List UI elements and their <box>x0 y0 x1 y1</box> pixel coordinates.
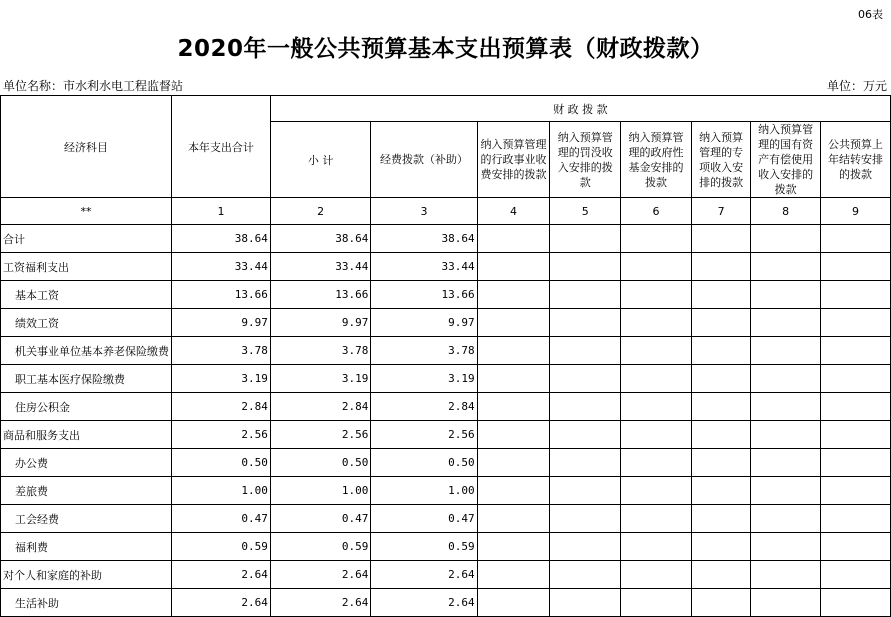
table-row <box>1 365 891 393</box>
header-subtotal: 小 计 <box>270 122 371 198</box>
row-empty-cell <box>550 225 621 253</box>
row-empty-cell <box>477 309 550 337</box>
row-empty-cell <box>550 477 621 505</box>
row-empty-cell <box>691 281 750 309</box>
row-subtotal: 1.00 <box>270 477 371 505</box>
row-empty-cell <box>821 505 891 533</box>
row-empty-cell <box>621 281 692 309</box>
row-empty-cell <box>821 561 891 589</box>
row-empty-cell <box>691 225 750 253</box>
row-empty-cell <box>751 533 821 561</box>
row-empty-cell <box>691 505 750 533</box>
row-name: 对个人和家庭的补助 <box>1 561 172 589</box>
row-funding: 38.64 <box>371 225 477 253</box>
row-empty-cell <box>691 589 750 617</box>
row-funding: 1.00 <box>371 477 477 505</box>
row-subtotal: 2.56 <box>270 421 371 449</box>
row-empty-cell <box>477 365 550 393</box>
index-cell: 7 <box>691 198 750 225</box>
row-total: 0.59 <box>172 533 271 561</box>
index-cell: 1 <box>172 198 271 225</box>
row-empty-cell <box>691 533 750 561</box>
row-empty-cell <box>821 449 891 477</box>
form-number: 06表 <box>858 8 883 21</box>
row-subtotal: 0.50 <box>270 449 371 477</box>
row-empty-cell <box>751 589 821 617</box>
row-empty-cell <box>550 589 621 617</box>
row-empty-cell <box>621 253 692 281</box>
index-cell: ** <box>1 198 172 225</box>
table-row <box>1 253 891 281</box>
row-empty-cell <box>751 365 821 393</box>
header-econ: 经济科目 <box>1 96 172 198</box>
row-total: 38.64 <box>172 225 271 253</box>
row-total: 0.50 <box>172 449 271 477</box>
index-cell: 3 <box>371 198 477 225</box>
row-empty-cell <box>621 533 692 561</box>
row-funding: 3.78 <box>371 337 477 365</box>
row-total: 33.44 <box>172 253 271 281</box>
row-name: 工资福利支出 <box>1 253 172 281</box>
table-row <box>1 225 891 253</box>
row-empty-cell <box>751 505 821 533</box>
row-name: 机关事业单位基本养老保险缴费 <box>1 337 172 365</box>
row-empty-cell <box>821 477 891 505</box>
row-empty-cell <box>691 449 750 477</box>
row-empty-cell <box>821 253 891 281</box>
row-subtotal: 0.59 <box>270 533 371 561</box>
row-empty-cell <box>477 253 550 281</box>
row-empty-cell <box>477 561 550 589</box>
row-empty-cell <box>751 393 821 421</box>
unit-name: 单位名称：市水利水电工程监督站 <box>3 79 184 93</box>
index-cell: 9 <box>821 198 891 225</box>
row-subtotal: 3.19 <box>270 365 371 393</box>
row-empty-cell <box>751 449 821 477</box>
row-empty-cell <box>477 449 550 477</box>
row-total: 3.78 <box>172 337 271 365</box>
table-row <box>1 393 891 421</box>
row-empty-cell <box>621 589 692 617</box>
row-empty-cell <box>751 225 821 253</box>
row-name: 福利费 <box>1 533 172 561</box>
header-total: 本年支出合计 <box>172 96 271 198</box>
row-empty-cell <box>691 337 750 365</box>
row-empty-cell <box>550 561 621 589</box>
row-total: 2.84 <box>172 393 271 421</box>
row-empty-cell <box>821 421 891 449</box>
row-empty-cell <box>821 225 891 253</box>
row-empty-cell <box>621 365 692 393</box>
row-total: 2.56 <box>172 421 271 449</box>
row-empty-cell <box>477 589 550 617</box>
row-empty-cell <box>821 337 891 365</box>
row-funding: 9.97 <box>371 309 477 337</box>
table-row <box>1 309 891 337</box>
row-empty-cell <box>550 309 621 337</box>
row-empty-cell <box>621 393 692 421</box>
row-empty-cell <box>621 225 692 253</box>
row-empty-cell <box>691 393 750 421</box>
row-empty-cell <box>751 309 821 337</box>
row-empty-cell <box>621 421 692 449</box>
row-empty-cell <box>550 393 621 421</box>
row-empty-cell <box>477 505 550 533</box>
row-empty-cell <box>621 309 692 337</box>
row-empty-cell <box>550 365 621 393</box>
row-funding: 0.47 <box>371 505 477 533</box>
header-state-asset: 纳入预算管理的国有资产有偿使用收入安排的拨款 <box>751 122 821 198</box>
row-empty-cell <box>691 253 750 281</box>
table-row <box>1 337 891 365</box>
row-subtotal: 3.78 <box>270 337 371 365</box>
row-name: 商品和服务支出 <box>1 421 172 449</box>
row-empty-cell <box>691 309 750 337</box>
row-empty-cell <box>621 449 692 477</box>
row-empty-cell <box>751 561 821 589</box>
header-special: 纳入预算管理的专项收入安排的拨款 <box>691 122 750 198</box>
row-empty-cell <box>691 561 750 589</box>
table-row <box>1 421 891 449</box>
header-funding: 经费拨款（补助） <box>371 122 477 198</box>
row-empty-cell <box>621 505 692 533</box>
row-funding: 2.64 <box>371 589 477 617</box>
row-empty-cell <box>477 225 550 253</box>
header-carryover: 公共预算上年结转安排的拨款 <box>821 122 891 198</box>
row-empty-cell <box>550 421 621 449</box>
row-name: 职工基本医疗保险缴费 <box>1 365 172 393</box>
table-row <box>1 533 891 561</box>
budget-table <box>0 95 891 617</box>
row-total: 2.64 <box>172 561 271 589</box>
row-empty-cell <box>821 393 891 421</box>
index-row <box>1 198 891 225</box>
row-subtotal: 2.84 <box>270 393 371 421</box>
row-total: 0.47 <box>172 505 271 533</box>
row-funding: 33.44 <box>371 253 477 281</box>
row-name: 差旅费 <box>1 477 172 505</box>
row-empty-cell <box>751 337 821 365</box>
index-cell: 8 <box>751 198 821 225</box>
table-row <box>1 477 891 505</box>
row-subtotal: 33.44 <box>270 253 371 281</box>
row-name: 办公费 <box>1 449 172 477</box>
row-name: 绩效工资 <box>1 309 172 337</box>
row-subtotal: 2.64 <box>270 589 371 617</box>
row-total: 3.19 <box>172 365 271 393</box>
row-empty-cell <box>751 253 821 281</box>
row-empty-cell <box>751 477 821 505</box>
row-total: 9.97 <box>172 309 271 337</box>
row-funding: 2.56 <box>371 421 477 449</box>
row-total: 13.66 <box>172 281 271 309</box>
row-empty-cell <box>621 561 692 589</box>
row-subtotal: 2.64 <box>270 561 371 589</box>
index-cell: 6 <box>621 198 692 225</box>
row-empty-cell <box>821 309 891 337</box>
row-funding: 13.66 <box>371 281 477 309</box>
row-empty-cell <box>477 281 550 309</box>
table-row <box>1 281 891 309</box>
row-empty-cell <box>477 393 550 421</box>
header-admin-fee: 纳入预算管理的行政事业收费安排的拨款 <box>477 122 550 198</box>
row-empty-cell <box>821 533 891 561</box>
row-empty-cell <box>691 421 750 449</box>
row-total: 2.64 <box>172 589 271 617</box>
row-funding: 3.19 <box>371 365 477 393</box>
row-empty-cell <box>821 365 891 393</box>
row-empty-cell <box>691 477 750 505</box>
row-empty-cell <box>751 281 821 309</box>
row-empty-cell <box>621 477 692 505</box>
table-row <box>1 505 891 533</box>
row-subtotal: 9.97 <box>270 309 371 337</box>
row-empty-cell <box>550 533 621 561</box>
index-cell: 2 <box>270 198 371 225</box>
currency-unit: 单位：万元 <box>826 79 887 93</box>
row-funding: 2.64 <box>371 561 477 589</box>
row-name: 工会经费 <box>1 505 172 533</box>
header-gov-fund: 纳入预算管理的政府性基金安排的拨款 <box>621 122 692 198</box>
row-empty-cell <box>550 449 621 477</box>
row-empty-cell <box>550 505 621 533</box>
row-empty-cell <box>550 253 621 281</box>
index-cell: 4 <box>477 198 550 225</box>
row-funding: 0.59 <box>371 533 477 561</box>
row-subtotal: 13.66 <box>270 281 371 309</box>
row-total: 1.00 <box>172 477 271 505</box>
row-funding: 2.84 <box>371 393 477 421</box>
table-row <box>1 449 891 477</box>
report-title: 2020年一般公共预算基本支出预算表（财政拨款） <box>177 36 714 62</box>
row-funding: 0.50 <box>371 449 477 477</box>
row-empty-cell <box>550 337 621 365</box>
row-empty-cell <box>691 365 750 393</box>
row-empty-cell <box>477 421 550 449</box>
row-name: 生活补助 <box>1 589 172 617</box>
row-empty-cell <box>821 281 891 309</box>
row-name: 住房公积金 <box>1 393 172 421</box>
row-subtotal: 0.47 <box>270 505 371 533</box>
row-empty-cell <box>751 421 821 449</box>
row-name: 基本工资 <box>1 281 172 309</box>
row-empty-cell <box>821 589 891 617</box>
row-name: 合计 <box>1 225 172 253</box>
header-fines: 纳入预算管理的罚没收入安排的拨款 <box>550 122 621 198</box>
row-empty-cell <box>477 477 550 505</box>
header-finance: 财 政 拨 款 <box>270 96 890 122</box>
index-cell: 5 <box>550 198 621 225</box>
table-row <box>1 589 891 617</box>
row-empty-cell <box>621 337 692 365</box>
row-empty-cell <box>477 337 550 365</box>
table-row <box>1 561 891 589</box>
row-subtotal: 38.64 <box>270 225 371 253</box>
row-empty-cell <box>550 281 621 309</box>
row-empty-cell <box>477 533 550 561</box>
